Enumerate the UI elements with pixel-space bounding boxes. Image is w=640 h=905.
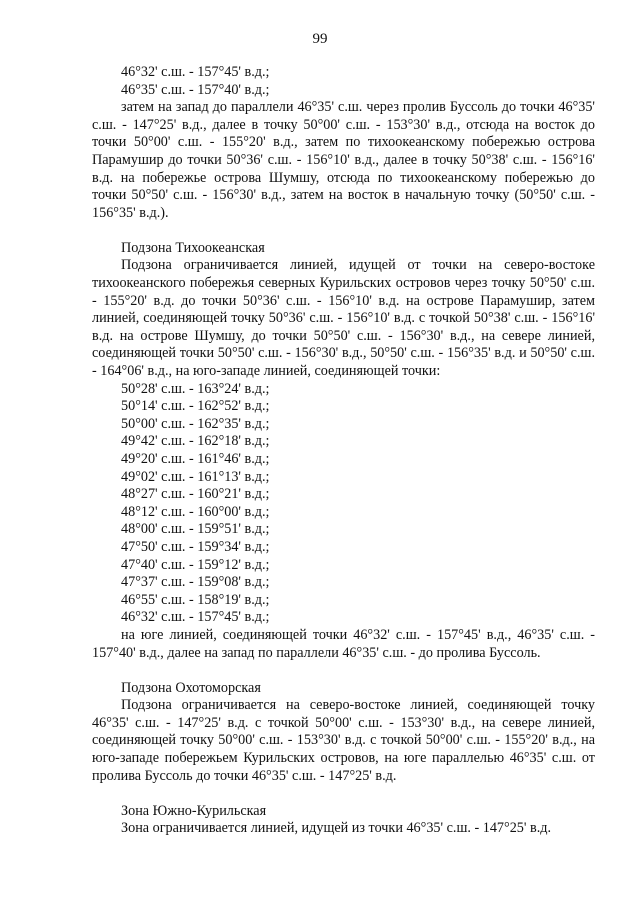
spacer: [92, 222, 595, 240]
coordinate-line: 47°37' с.ш. - 159°08' в.д.;: [121, 574, 270, 591]
page-number: 99: [312, 31, 328, 47]
coordinate-line: 47°50' с.ш. - 159°34' в.д.;: [121, 538, 270, 555]
coordinate-line: 49°42' с.ш. - 162°18' в.д.;: [121, 433, 270, 450]
document-body: [92, 64, 595, 838]
coordinate-line: 46°32' с.ш. - 157°45' в.д.;: [121, 64, 270, 80]
coordinate-line: 50°14' с.ш. - 162°52' в.д.;: [121, 398, 270, 415]
paragraph: затем на запад до параллели 46°35' с.ш. через пролив Буссоль до точки 46°35' с.ш. - 147°25' в.д., далее в точку 50°00' с.ш. - 153°30' в.д., отсюда на восток до точки 50°00' с.ш. - 155°20' в.д., затем по тихоокеанскому побережью острова Парамушир до точки 50°36' с.ш. - 156°10' в.д., далее в точку 50°38' с.ш. - 156°16' в.д. на побережье острова Шумшу, отсюда по тихоокеанскому побережью до точки 50°50' с.ш. - 156°30' в.д., затем на восток в начальную точку (50°50' с.ш. - 156°35' в.д.).: [92, 99, 595, 221]
coordinate-line: 46°55' с.ш. - 158°19' в.д.;: [121, 591, 270, 608]
coordinate-line: 47°40' с.ш. - 159°12' в.д.;: [121, 556, 270, 573]
coordinate-line: 48°00' с.ш. - 159°51' в.д.;: [121, 521, 270, 538]
coordinate-line: 50°00' с.ш. - 162°35' в.д.;: [121, 415, 270, 432]
spacer: [92, 662, 595, 680]
paragraph: Подзона ограничивается на северо-востоке линией, соединяющей точку 46°35' с.ш. - 147°25' в.д. с точкой 50°00' с.ш. - 153°30' в.д., на севере линией, соединяющей точку 50°00' с.ш. - 153°30' в.д. с точкой 50°00' с.ш. - 155°20' в.д., на юго-западе побережьем Курильских островов, на юге параллелью 46°35' с.ш. от пролива Буссоль до точки 46°35' с.ш. - 147°25' в.д.: [92, 697, 595, 784]
coordinate-line: 48°12' с.ш. - 160°00' в.д.;: [121, 503, 270, 520]
section-heading: Подзона Тихоокеанская: [121, 239, 265, 256]
coordinate-line: 50°28' с.ш. - 163°24' в.д.;: [121, 380, 270, 397]
coordinate-line: 49°02' с.ш. - 161°13' в.д.;: [121, 468, 270, 485]
coordinate-line: 46°32' с.ш. - 157°45' в.д.;: [121, 609, 270, 626]
coordinate-line: 48°27' с.ш. - 160°21' в.д.;: [121, 486, 270, 503]
paragraph: на юге линией, соединяющей точки 46°32' с.ш. - 157°45' в.д., 46°35' с.ш. - 157°40' в.д., далее на запад по параллели 46°35' с.ш. - до пролива Буссоль.: [92, 626, 595, 661]
coordinate-line: 46°35' с.ш. - 157°40' в.д.;: [121, 81, 270, 98]
paragraph: Подзона ограничивается линией, идущей от точки на северо-востоке тихоокеанского побережья северных Курильских островов через точку 50°50' с.ш. - 155°20' в.д. до точки 50°36' с.ш. - 156°10' в.д. на острове Парамушир, затем линией, соединяющей точку 50°36' с.ш. - 156°10' в.д. с точкой 50°38' с.ш. - 156°16' в.д. на острове Шумшу, до точки 50°50' с.ш. - 156°30' в.д., на севере линией, соединяющей точки 50°50' с.ш. - 156°30' в.д., 50°50' с.ш. - 156°35' в.д. и 50°50' с.ш. - 164°06' в.д., на юго-западе линией, соединяющей точки:: [92, 257, 595, 379]
coordinate-line: 49°20' с.ш. - 161°46' в.д.;: [121, 450, 270, 467]
paragraph: Зона ограничивается линией, идущей из точки 46°35' с.ш. - 147°25' в.д.: [121, 820, 552, 837]
section-heading: Подзона Охотоморская: [121, 679, 261, 696]
section-heading: Зона Южно-Курильская: [121, 802, 267, 819]
spacer: [92, 785, 595, 803]
